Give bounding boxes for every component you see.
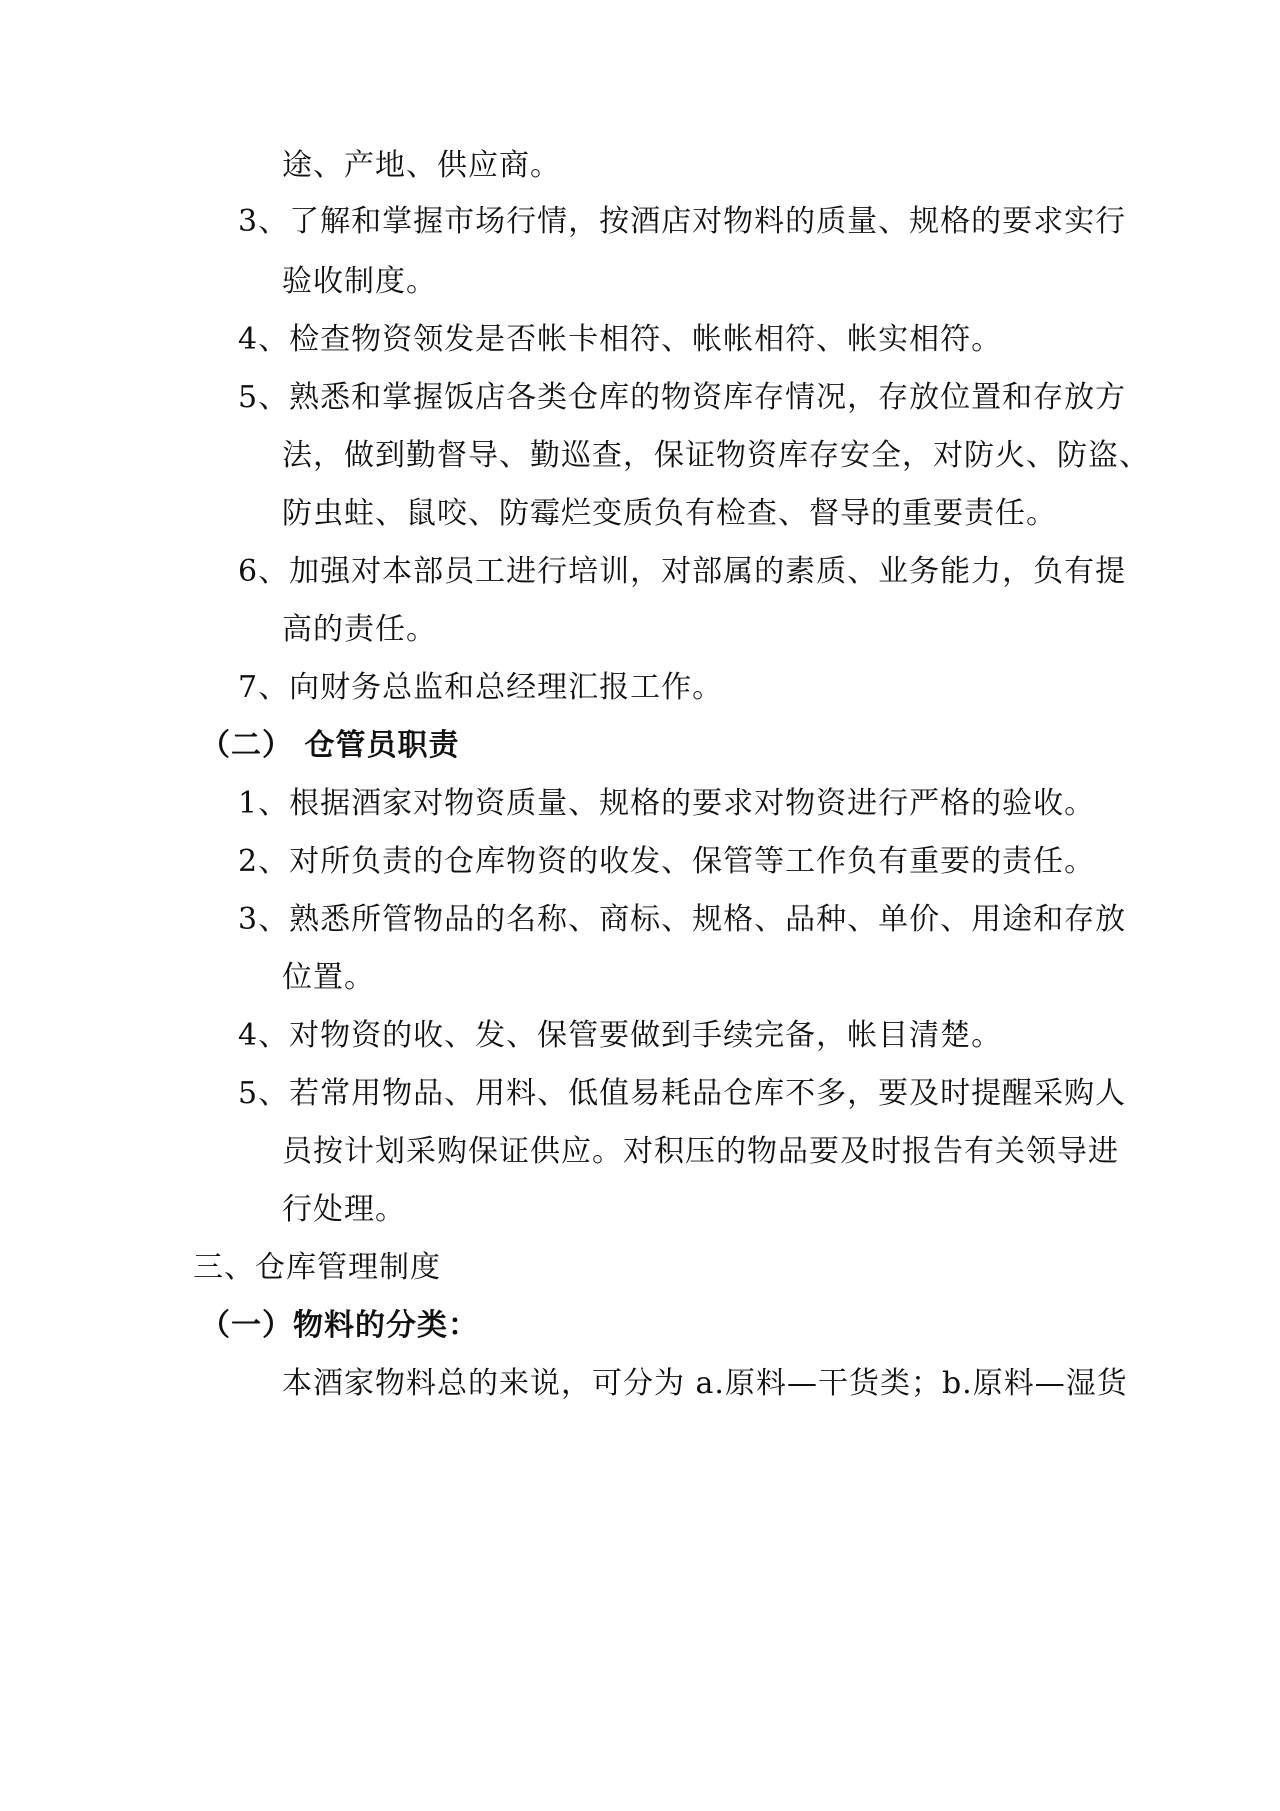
paragraph-line: 高的责任。 (282, 612, 437, 647)
chapter-heading: 三、仓库管理制度 (193, 1250, 441, 1285)
paragraph-line: 法，做到勤督导、勤巡查，保证物资库存安全，对防火、防盗、 (282, 438, 1150, 473)
paragraph-line: 途、产地、供应商。 (282, 148, 561, 183)
paragraph-line: 验收制度。 (282, 264, 437, 299)
section-heading: （二） 仓管员职责 (200, 728, 460, 763)
list-item: 2、对所负责的仓库物资的收发、保管等工作负有重要的责任。 (238, 844, 1096, 879)
list-item: 7、向财务总监和总经理汇报工作。 (238, 670, 724, 705)
list-item: 5、若常用物品、用料、低值易耗品仓库不多，要及时提醒采购人 (238, 1076, 1127, 1111)
list-item: 3、熟悉所管物品的名称、商标、规格、品种、单价、用途和存放 (238, 902, 1127, 937)
list-item: 3、了解和掌握市场行情，按酒店对物料的质量、规格的要求实行 (238, 204, 1127, 239)
list-item: 1、根据酒家对物资质量、规格的要求对物资进行严格的验收。 (238, 786, 1096, 821)
paragraph-line: 行处理。 (282, 1192, 406, 1227)
paragraph-line: 防虫蛀、鼠咬、防霉烂变质负有检查、督导的重要责任。 (282, 496, 1057, 531)
section-heading: （一）物料的分类： (200, 1308, 479, 1343)
paragraph-line: 位置。 (282, 960, 375, 995)
list-item: 6、加强对本部员工进行培训，对部属的素质、业务能力，负有提 (238, 554, 1127, 589)
list-item: 4、检查物资领发是否帐卡相符、帐帐相符、帐实相符。 (238, 322, 1003, 357)
paragraph-line: 本酒家物料总的来说，可分为 a.原料—干货类；b.原料—湿货 (282, 1366, 1128, 1401)
list-item: 5、熟悉和掌握饭店各类仓库的物资库存情况，存放位置和存放方 (238, 380, 1127, 415)
list-item: 4、对物资的收、发、保管要做到手续完备，帐目清楚。 (238, 1018, 1003, 1053)
paragraph-line: 员按计划采购保证供应。对积压的物品要及时报告有关领导进 (282, 1134, 1119, 1169)
